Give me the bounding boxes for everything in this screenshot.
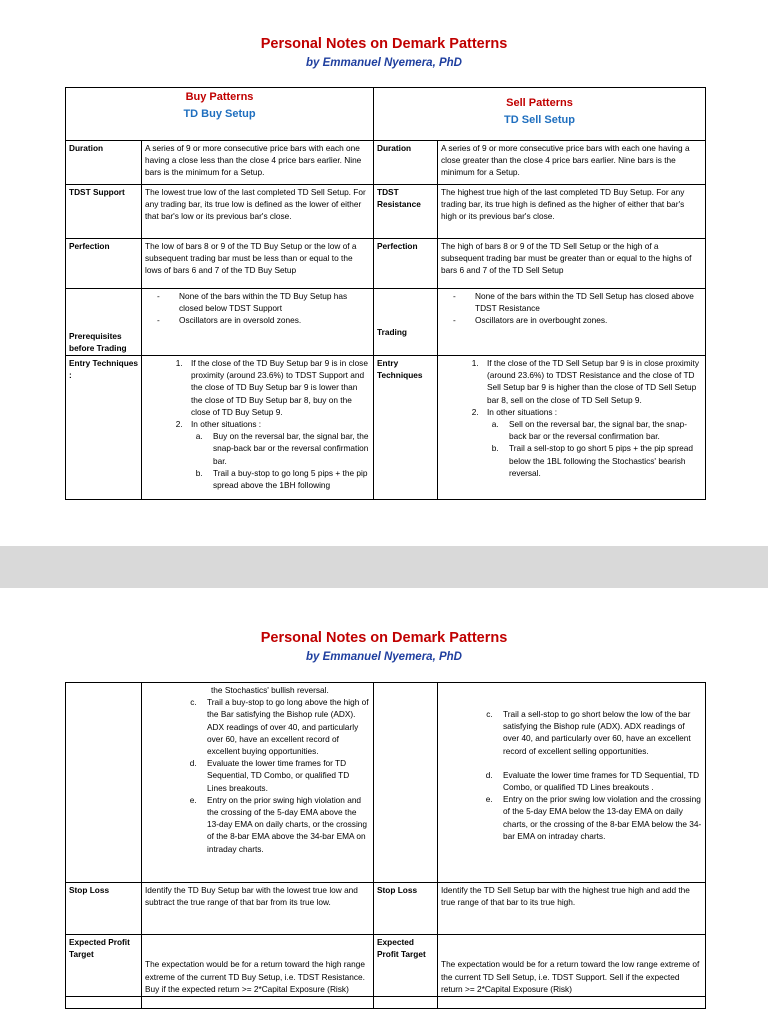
empty-cell (66, 683, 142, 883)
sell-entry-label: Entry Techniques (374, 356, 438, 500)
sell-profit-target-label: Expected Profit Target (374, 935, 438, 997)
buy-profit-target-text: The expectation would be for a return toward the high range extreme of the current TD Buy Setup, i.e. TDST Resistance. Buy if the expected return >= 2*Capital Exposure (Risk) (142, 935, 374, 997)
document-author: by Emmanuel Nyemera, PhD (306, 651, 462, 663)
sell-patterns-title: Sell Patterns (506, 97, 573, 109)
row-profit-target (66, 935, 706, 997)
list-item: e. Entry on the prior swing low violation and the crossing of the 5-day EMA below the 13-day EMA on daily charts, or the crossing of the 8-bar EMA below the 34-bar EMA on intraday charts. (495, 793, 702, 842)
list-item: 1. If the close of the TD Buy Setup bar 9 is in close proximity (around 23.6%) to TDST Support and the close of TD Buy Setup bar 9 is lower than the close of TD Buy Setup bar 8, buy on the close of TD Buy Setup 9. (185, 357, 370, 418)
sell-entry-continued (438, 683, 706, 883)
list-item: - None of the bars within the TD Buy Setup has closed below TDST Support (157, 290, 370, 314)
prerequisites-label: Prerequisites before Trading (66, 289, 142, 356)
document-title: Personal Notes on Demark Patterns (260, 630, 508, 646)
document-author: by Emmanuel Nyemera, PhD (306, 57, 462, 69)
row-tdst (66, 185, 706, 239)
buy-entry-label: Entry Techniques : (66, 356, 142, 500)
list-item: d. Evaluate the lower time frames for TD Sequential, TD Combo, or qualified TD Lines breakouts. (199, 757, 370, 794)
list-item: - Oscillators are in oversold zones. (157, 314, 370, 326)
buy-entry-continued (142, 683, 374, 883)
row-duration (66, 141, 706, 185)
tdst-support-label: TDST Support (66, 185, 142, 239)
list-item: b. Trail a sell-stop to go short 5 pips + the pip spread below the 1BL following the Stochastics' bearish reversal. (501, 442, 702, 479)
document-page-2 (0, 588, 768, 1024)
sell-stop-loss-text: Identify the TD Sell Setup bar with the highest true high and add the true range of that bar to its true high. (438, 883, 706, 935)
list-item: c. Trail a buy-stop to go long above the high of the Bar satisfying the Bishop rule (ADX). ADX readings of over 40, and particularly over 60, have an excellent record of excellent buying opportunities. (199, 696, 370, 757)
sell-prerequisites-list (438, 289, 706, 356)
buy-entry-list (142, 356, 374, 500)
sell-perfection-text: The high of bars 8 or 9 of the TD Sell Setup or the high of a subsequent trading bar must be greater than or equal to the highs of bars 6 and 7 of the TD Sell Setup (438, 239, 706, 289)
buy-patterns-header (66, 88, 374, 141)
list-item: a. Buy on the reversal bar, the signal bar, the snap-back bar or the reversal confirmation bar. (205, 430, 370, 467)
list-item: - Oscillators are in overbought zones. (453, 314, 702, 326)
sell-patterns-header (374, 88, 706, 141)
buy-stop-loss-label: Stop Loss (66, 883, 142, 935)
empty-cell (374, 683, 438, 883)
sell-duration-label: Duration (374, 141, 438, 185)
tdst-resistance-label: TDST Resistance (374, 185, 438, 239)
buy-patterns-title: Buy Patterns (185, 91, 254, 103)
tdst-resistance-text: The highest true high of the last completed TD Buy Setup. For any trading bar, its true high is defined as the higher of either that bar's high or its previous bar's close. (438, 185, 706, 239)
sell-duration-text: A series of 9 or more consecutive price bars with each one having a close greater than the close 4 price bars earlier. Nine bars is the minimum for a Setup. (438, 141, 706, 185)
td-buy-setup-title: TD Buy Setup (183, 108, 256, 120)
row-perfection (66, 239, 706, 289)
tdst-support-text: The lowest true low of the last completed TD Sell Setup. For any trading bar, its true low is defined as the lower of either that bar's low or its previous bar's close. (142, 185, 374, 239)
list-item: a. Sell on the reversal bar, the signal bar, the snap-back bar or the reversal confirmation bar. (501, 418, 702, 442)
patterns-table-continued (65, 682, 706, 1009)
td-sell-setup-title: TD Sell Setup (504, 114, 575, 126)
row-entry-continued (66, 683, 706, 883)
continued-text: the Stochastics' bullish reversal. (211, 685, 329, 695)
sell-entry-list (438, 356, 706, 500)
list-item: e. Entry on the prior swing high violation and the crossing of the 5-day EMA above the 13-day EMA on daily charts, or the crossing of the 8-bar EMA above the 34-bar EMA on intraday charts. (199, 794, 370, 855)
buy-profit-target-label: Expected Profit Target (66, 935, 142, 997)
list-item-text: In other situations : (487, 406, 558, 417)
patterns-table (65, 87, 706, 500)
list-item: b. Trail a buy-stop to go long 5 pips + the pip spread above the 1BH following (205, 467, 370, 491)
document-title: Personal Notes on Demark Patterns (260, 36, 508, 52)
list-item (185, 418, 370, 491)
trading-label: Trading (374, 289, 438, 356)
buy-stop-loss-text: Identify the TD Buy Setup bar with the lowest true low and subtract the true range of that bar from its true low. (142, 883, 374, 935)
sell-perfection-label: Perfection (374, 239, 438, 289)
buy-prerequisites-list (142, 289, 374, 356)
row-entry (66, 356, 706, 500)
list-item: - None of the bars within the TD Sell Setup has closed above TDST Resistance (453, 290, 702, 314)
sell-profit-target-text: The expectation would be for a return toward the low range extreme of the current TD Sell Setup, i.e. TDST Support. Sell if the expected return >= 2*Capital Exposure (Risk) (438, 935, 706, 997)
row-prerequisites (66, 289, 706, 356)
row-stop-loss (66, 883, 706, 935)
list-item (481, 406, 702, 479)
buy-duration-label: Duration (66, 141, 142, 185)
list-item: c. Trail a sell-stop to go short below the low of the bar satisfying the Bishop rule (ADX). ADX readings of over 40, and particularly over 60, have an excellent record of excellent selling opportunities. (495, 708, 702, 757)
list-item: d. Evaluate the lower time frames for TD Sequential, TD Combo, or qualified TD Lines breakouts . (495, 769, 702, 793)
list-item: 1. If the close of the TD Sell Setup bar 9 is in close proximity (around 23.6%) to TDST Resistance and the close of TD Sell Setup bar 9 is higher than the close of TD Sell Setup bar 8, sell on the close of TD Sell Setup 9. (481, 357, 702, 406)
buy-perfection-text: The low of bars 8 or 9 of the TD Buy Setup or the low of a subsequent trading bar must be less than or equal to the lows of bars 6 and 7 of the TD Buy Setup (142, 239, 374, 289)
row-next (66, 997, 706, 1009)
buy-perfection-label: Perfection (66, 239, 142, 289)
list-item-text: In other situations : (191, 419, 262, 430)
buy-duration-text: A series of 9 or more consecutive price bars with each one having a close less than the close 4 price bars earlier. Nine bars is the minimum for a Setup. (142, 141, 374, 185)
sell-stop-loss-label: Stop Loss (374, 883, 438, 935)
